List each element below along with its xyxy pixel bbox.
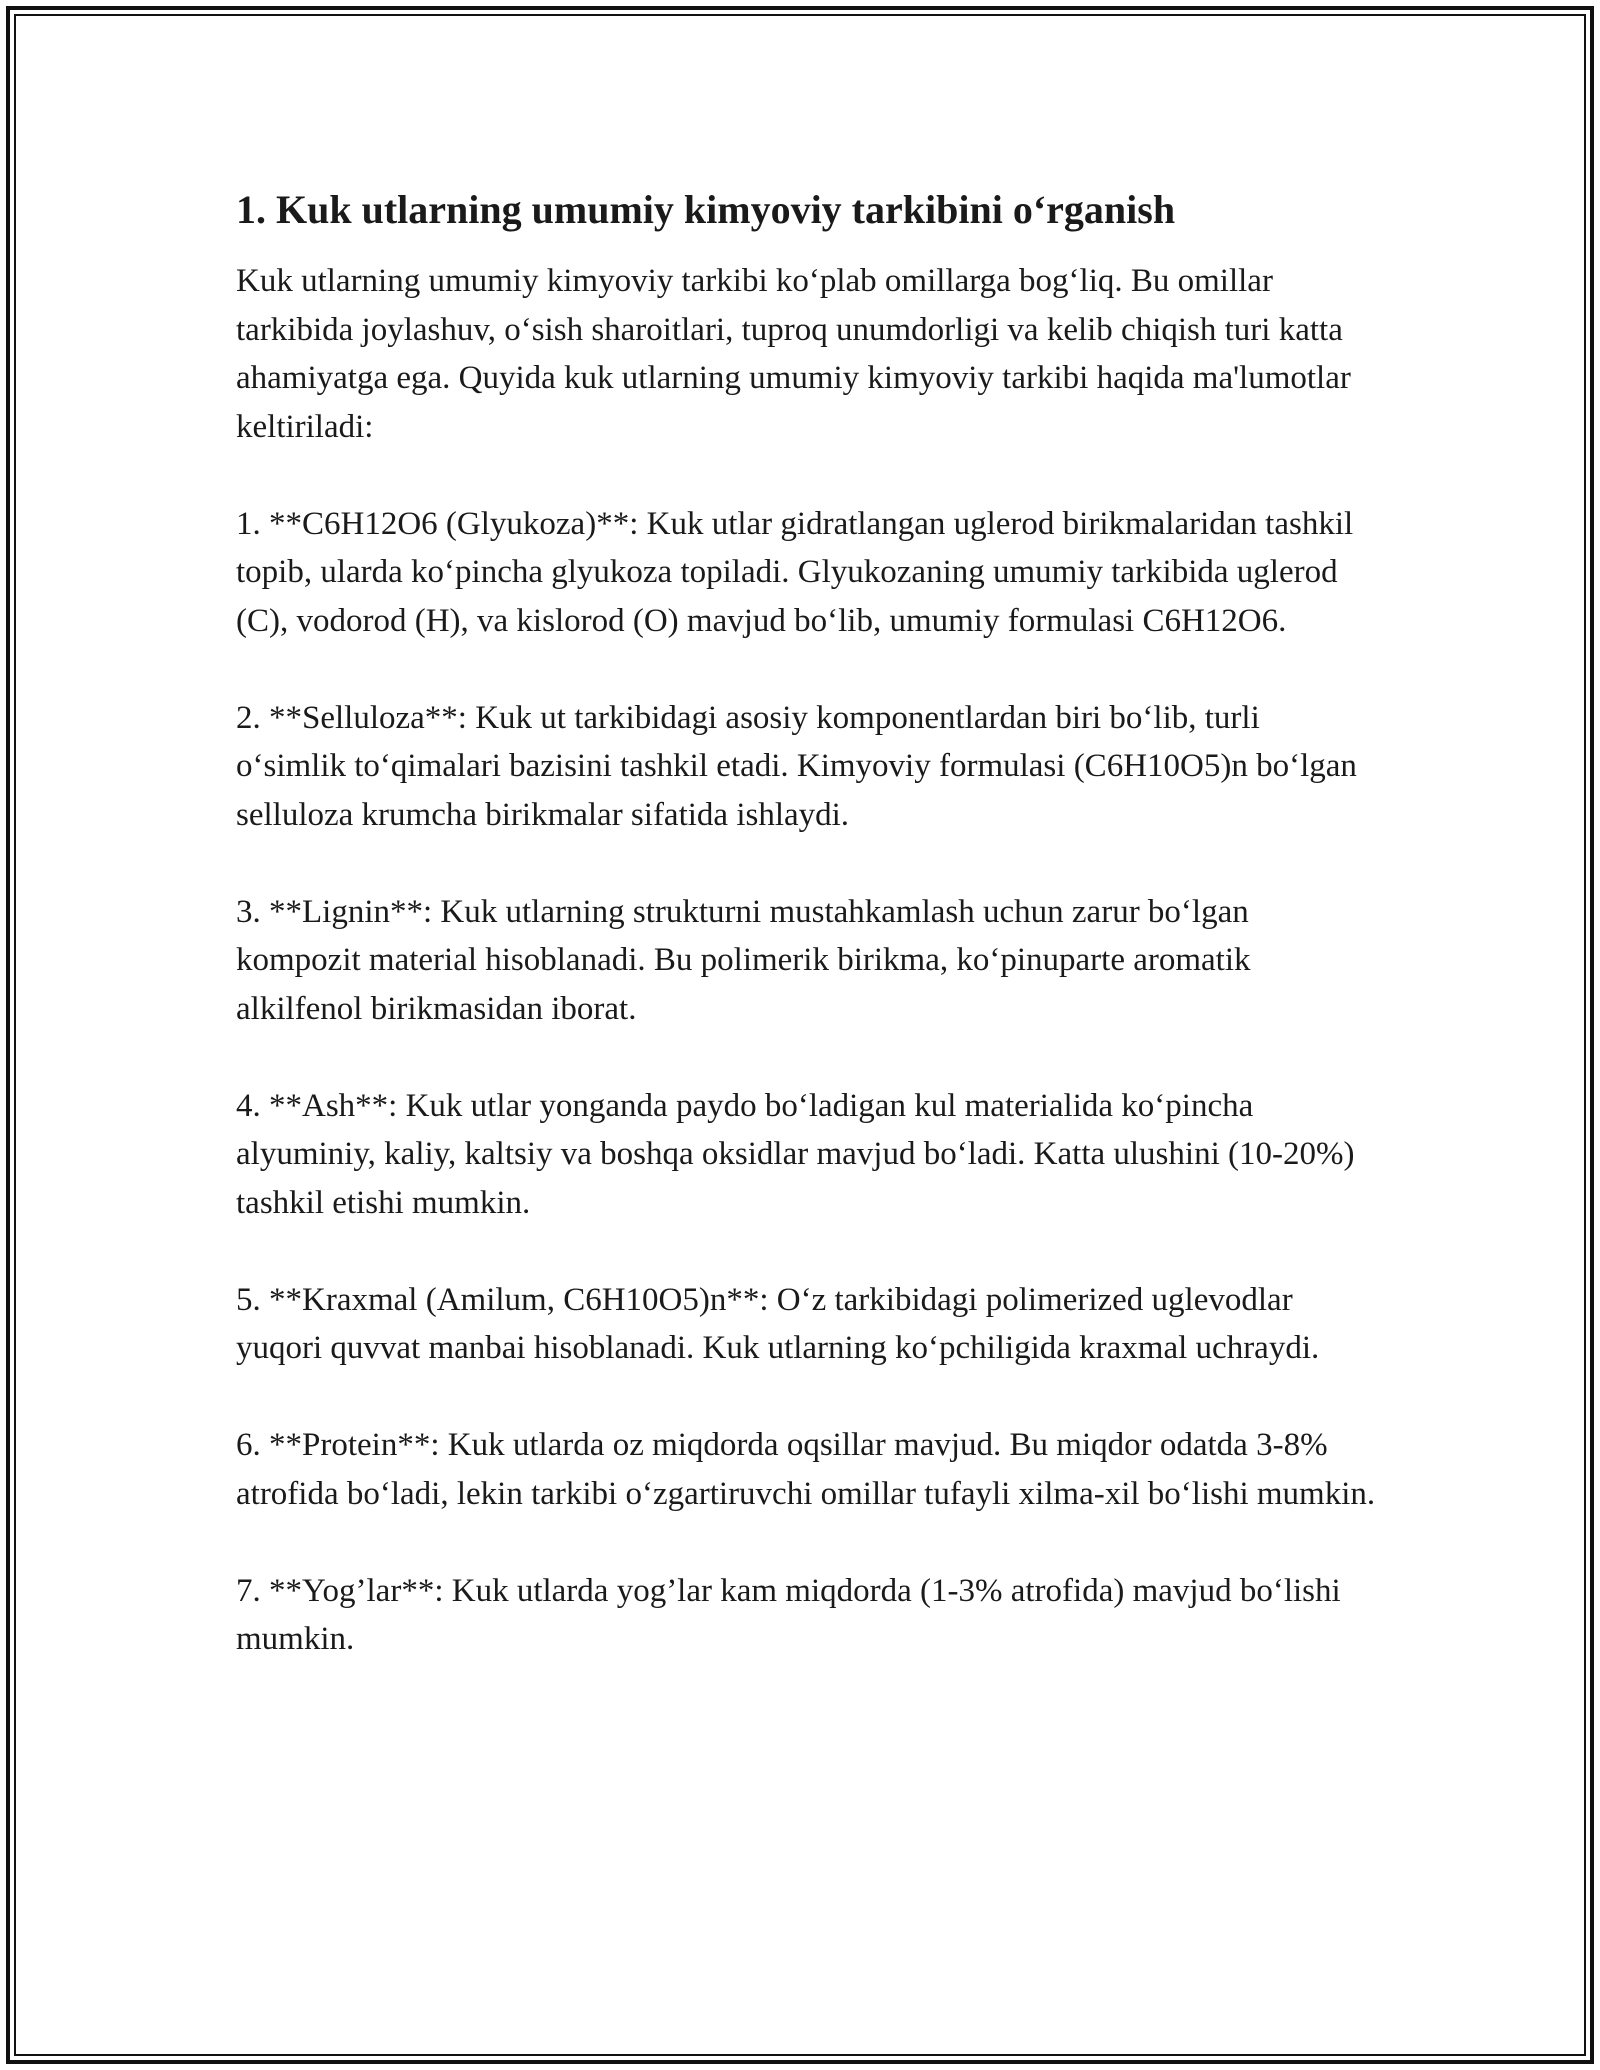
- item-ash: 4. **Ash**: Kuk utlar yonganda paydo bo‘ladigan kul materialida ko‘pincha alyuminiy, kaliy, kaltsiy va boshqa oksidlar mavjud bo‘ladi. Katta ulushini (10-20%) tashkil etishi mumkin.: [236, 1087, 1355, 1221]
- item-lignin: 3. **Lignin**: Kuk utlarning strukturni mustahkamlash uchun zarur bo‘lgan kompozit material hisoblanadi. Bu polimerik birikma, ko‘pinuparte aromatik alkilfenol birikmasidan iborat.: [236, 893, 1251, 1027]
- document-title: 1. Kuk utlarning umumiy kimyoviy tarkibini o‘rganish: [236, 187, 1176, 232]
- intro-paragraph: Kuk utlarning umumiy kimyoviy tarkibi ko‘plab omillarga bog‘liq. Bu omillar tarkibida joylashuv, o‘sish sharoitlari, tuproq unumdorligi va kelib chiqish turi katta ahamiyatga ega. Quyida kuk utlarning umumiy kimyoviy tarkibi haqida ma'lumotlar keltiriladi:: [236, 263, 1351, 445]
- document-body: [236, 185, 1376, 1712]
- item-fats: 7. **Yog’lar**: Kuk utlarda yog’lar kam miqdorda (1-3% atrofida) mavjud bo‘lishi mumkin.: [236, 1572, 1341, 1657]
- item-starch: 5. **Kraxmal (Amilum, C6H10O5)n**: O‘z tarkibidagi polimerized uglevodlar yuqori quvvat manbai hisoblanadi. Kuk utlarning ko‘pchiligida kraxmal uchraydi.: [236, 1281, 1320, 1366]
- item-protein: 6. **Protein**: Kuk utlarda oz miqdorda oqsillar mavjud. Bu miqdor odatda 3-8% atrofida bo‘ladi, lekin tarkibi o‘zgartiruvchi omillar tufayli xilma-xil bo‘lishi mumkin.: [236, 1427, 1376, 1512]
- item-cellulose: 2. **Selluloza**: Kuk ut tarkibidagi asosiy komponentlardan biri bo‘lib, turli o‘simlik to‘qimalari bazisini tashkil etadi. Kimyoviy formulasi (C6H10O5)n bo‘lgan selluloza krumcha birikmalar sifatida ishlaydi.: [236, 699, 1357, 833]
- item-glucose: 1. **C6H12O6 (Glyukoza)**: Kuk utlar gidratlangan uglerod birikmalaridan tashkil topib, ularda ko‘pincha glyukoza topiladi. Glyukozaning umumiy tarkibida uglerod (C), vodorod (H), va kislorod (O) mavjud bo‘lib, umumiy formulasi C6H12O6.: [236, 505, 1354, 639]
